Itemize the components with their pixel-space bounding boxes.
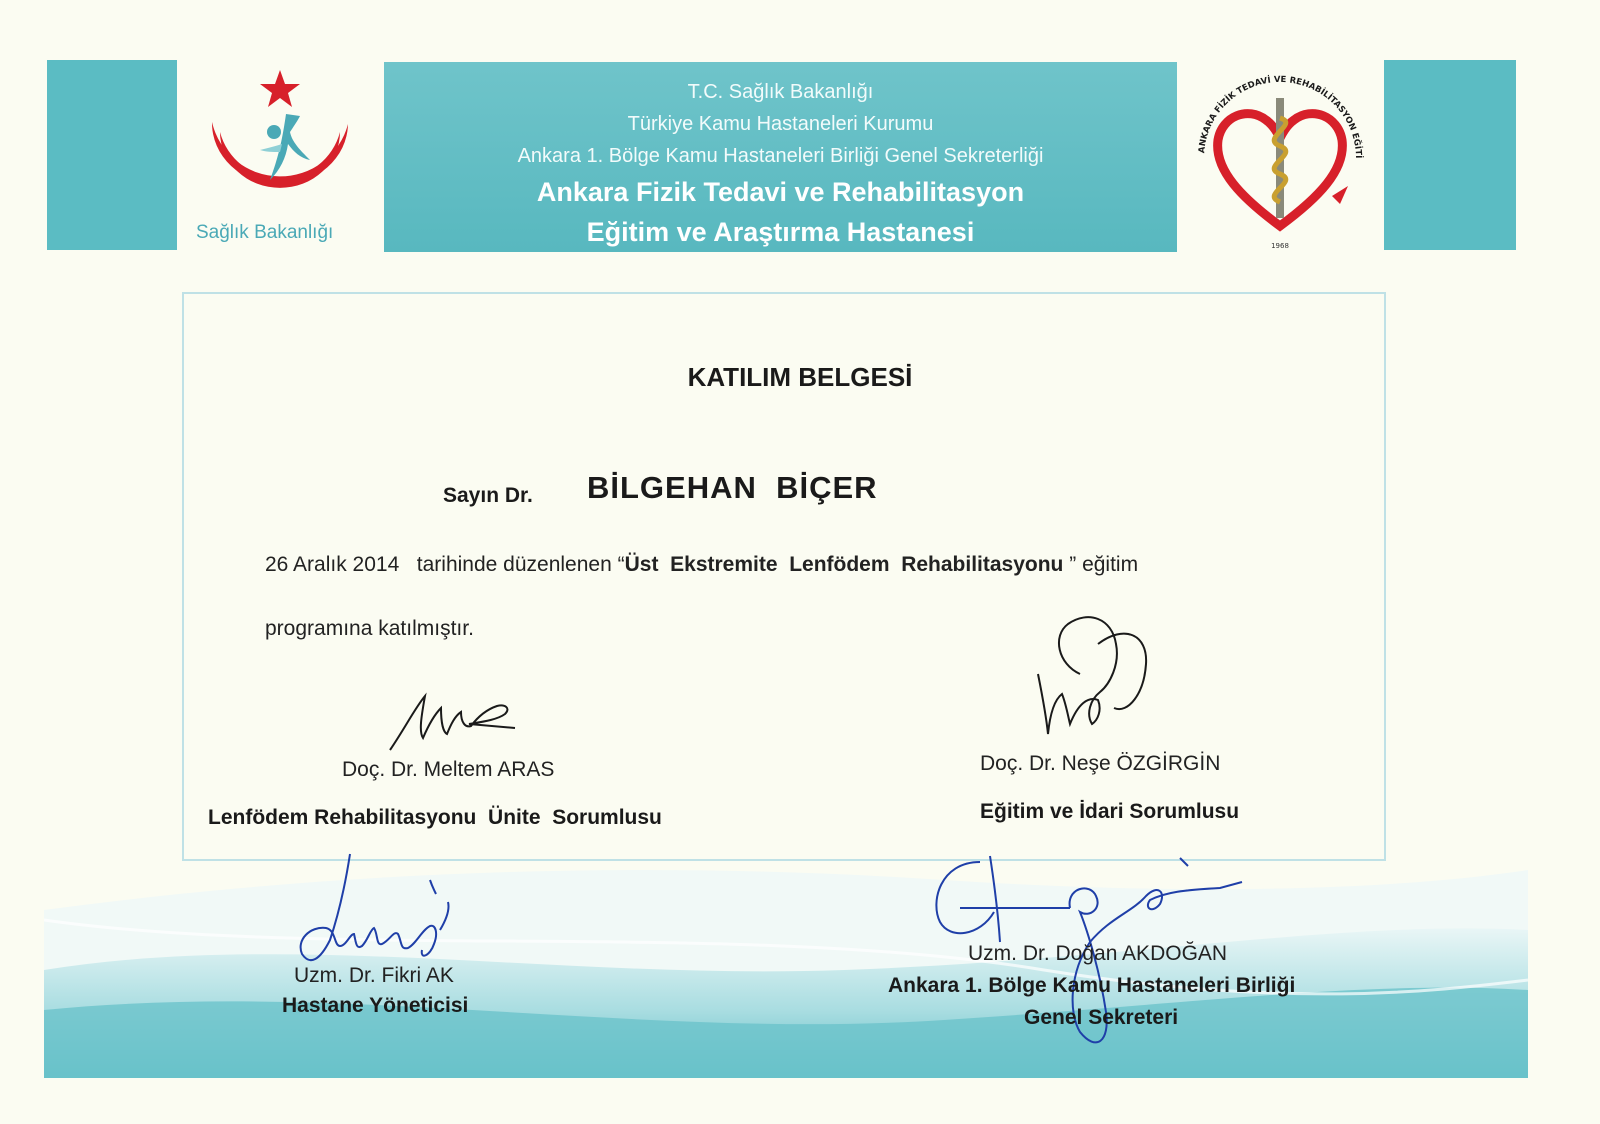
header-band-left (47, 60, 177, 250)
signature-meltem-aras (385, 688, 525, 758)
header-band-center (384, 62, 1177, 252)
certificate-body-line1 (265, 553, 1138, 577)
close-quote: ” (1063, 553, 1077, 576)
bottom-wave-decoration (44, 860, 1528, 1078)
header-hospital-line2: Eğitim ve Araştırma Hastanesi (586, 217, 975, 247)
signatory-4-name: Uzm. Dr. Doğan AKDOĞAN (968, 942, 1228, 965)
phrase-after: eğitim (1082, 553, 1139, 576)
signatory-3-name: Uzm. Dr. Fikri AK (294, 964, 454, 987)
signature-nese-ozgirgin (1028, 604, 1168, 744)
signatory-2-role: Eğitim ve İdari Sorumlusu (980, 800, 1240, 823)
ministry-logo-caption: Sağlık Bakanlığı (196, 222, 334, 243)
crescent-star-icon (190, 62, 375, 222)
signatory-3-role: Hastane Yöneticisi (282, 994, 469, 1017)
hospital-logo-year: 1968 (1271, 242, 1289, 250)
signatory-1-name: Doç. Dr. Meltem ARAS (342, 758, 555, 781)
certificate-title: KATILIM BELGESİ (687, 362, 913, 392)
ministry-logo (190, 62, 375, 252)
signatory-2-name: Doç. Dr. Neşe ÖZGİRGİN (980, 752, 1221, 775)
recipient-name: BİLGEHAN BİÇER (587, 470, 878, 505)
svg-text:ANKARA FİZİK TEDAVİ VE REHABİL: ANKARA FİZİK TEDAVİ VE REHABİLİTASYON EĞİTİ (1197, 74, 1364, 159)
header-ministry: T.C. Sağlık Bakanlığı (687, 81, 874, 103)
salutation: Sayın Dr. (443, 484, 533, 507)
event-date: 26 Aralık 2014 (265, 553, 400, 576)
signatory-1-role: Lenfödem Rehabilitasyonu Ünite Sorumlusu (208, 806, 662, 829)
header-band-right (1384, 60, 1516, 250)
header-agency: Türkiye Kamu Hastaneleri Kurumu (627, 113, 934, 135)
signatory-4-role-line2: Genel Sekreteri (1024, 1006, 1179, 1029)
hospital-logo (1182, 58, 1378, 258)
program-title: Üst Ekstremite Lenfödem Rehabilitasyonu (624, 553, 1064, 576)
header-secretariat: Ankara 1. Bölge Kamu Hastaneleri Birliği Genel Sekreterliği (517, 145, 1044, 167)
hospital-emblem-icon (1182, 58, 1378, 258)
header-hospital-line1: Ankara Fizik Tedavi ve Rehabilitasyon (536, 177, 1025, 207)
certificate-body-line2: programına katılmıştır. (265, 617, 474, 640)
signatory-4-role-line1: Ankara 1. Bölge Kamu Hastaneleri Birliği (888, 974, 1296, 997)
phrase-before: tarihinde düzenlenen (416, 553, 612, 576)
open-quote: “ (617, 553, 625, 576)
